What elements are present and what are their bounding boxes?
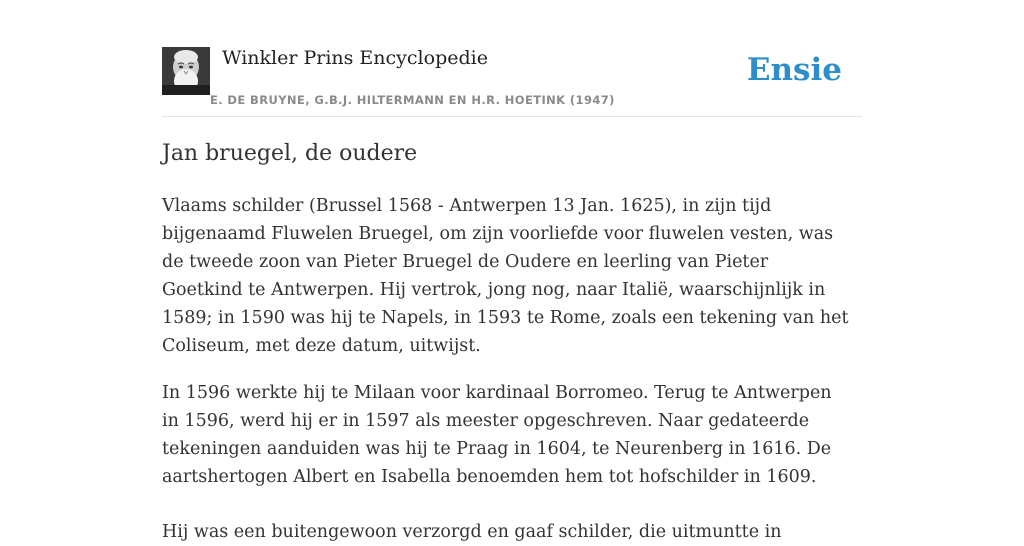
- article-title: Jan bruegel, de oudere: [162, 141, 418, 166]
- article-paragraph: In 1596 werkte hij te Milaan voor kardinaal Borromeo. Terug te Antwerpen in 1596, werd hij er in 1597 als meester opgeschreven. Naar gedateerde tekeningen aanduiden was hij te Praag in 1604, te Neurenberg in 1616. De aartshertogen Albert en Isabella benoemden hem tot hofschilder in 1609.: [162, 383, 832, 487]
- bearded-man-icon: [162, 47, 210, 95]
- publication-title[interactable]: Winkler Prins Encyclopedie: [222, 47, 488, 69]
- article-paragraph: Hij was een buitengewoon verzorgd en gaaf schilder, die uitmuntte in: [162, 522, 782, 542]
- publication-header: [162, 44, 862, 117]
- publication-authors: E. DE BRUYNE, G.B.J. HILTERMANN EN H.R. HOETINK (1947): [210, 93, 615, 107]
- article: [162, 139, 862, 546]
- author-avatar[interactable]: [162, 47, 210, 95]
- article-paragraph: Vlaams schilder (Brussel 1568 - Antwerpen 13 Jan. 1625), in zijn tijd bijgenaamd Fluwelen Bruegel, om zijn voorliefde voor fluwelen vesten, was de tweede zoon van Pieter Bruegel de Oudere en leerling van Pieter Goetkind te Antwerpen. Hij vertrok, jong nog, naar Italië, waarschijnlijk in 1589; in 1590 was hij te Napels, in 1593 te Rome, zoals een tekening van het Coliseum, met deze datum, uitwijst.: [162, 196, 849, 356]
- ensie-logo-link[interactable]: Ensie: [746, 52, 842, 88]
